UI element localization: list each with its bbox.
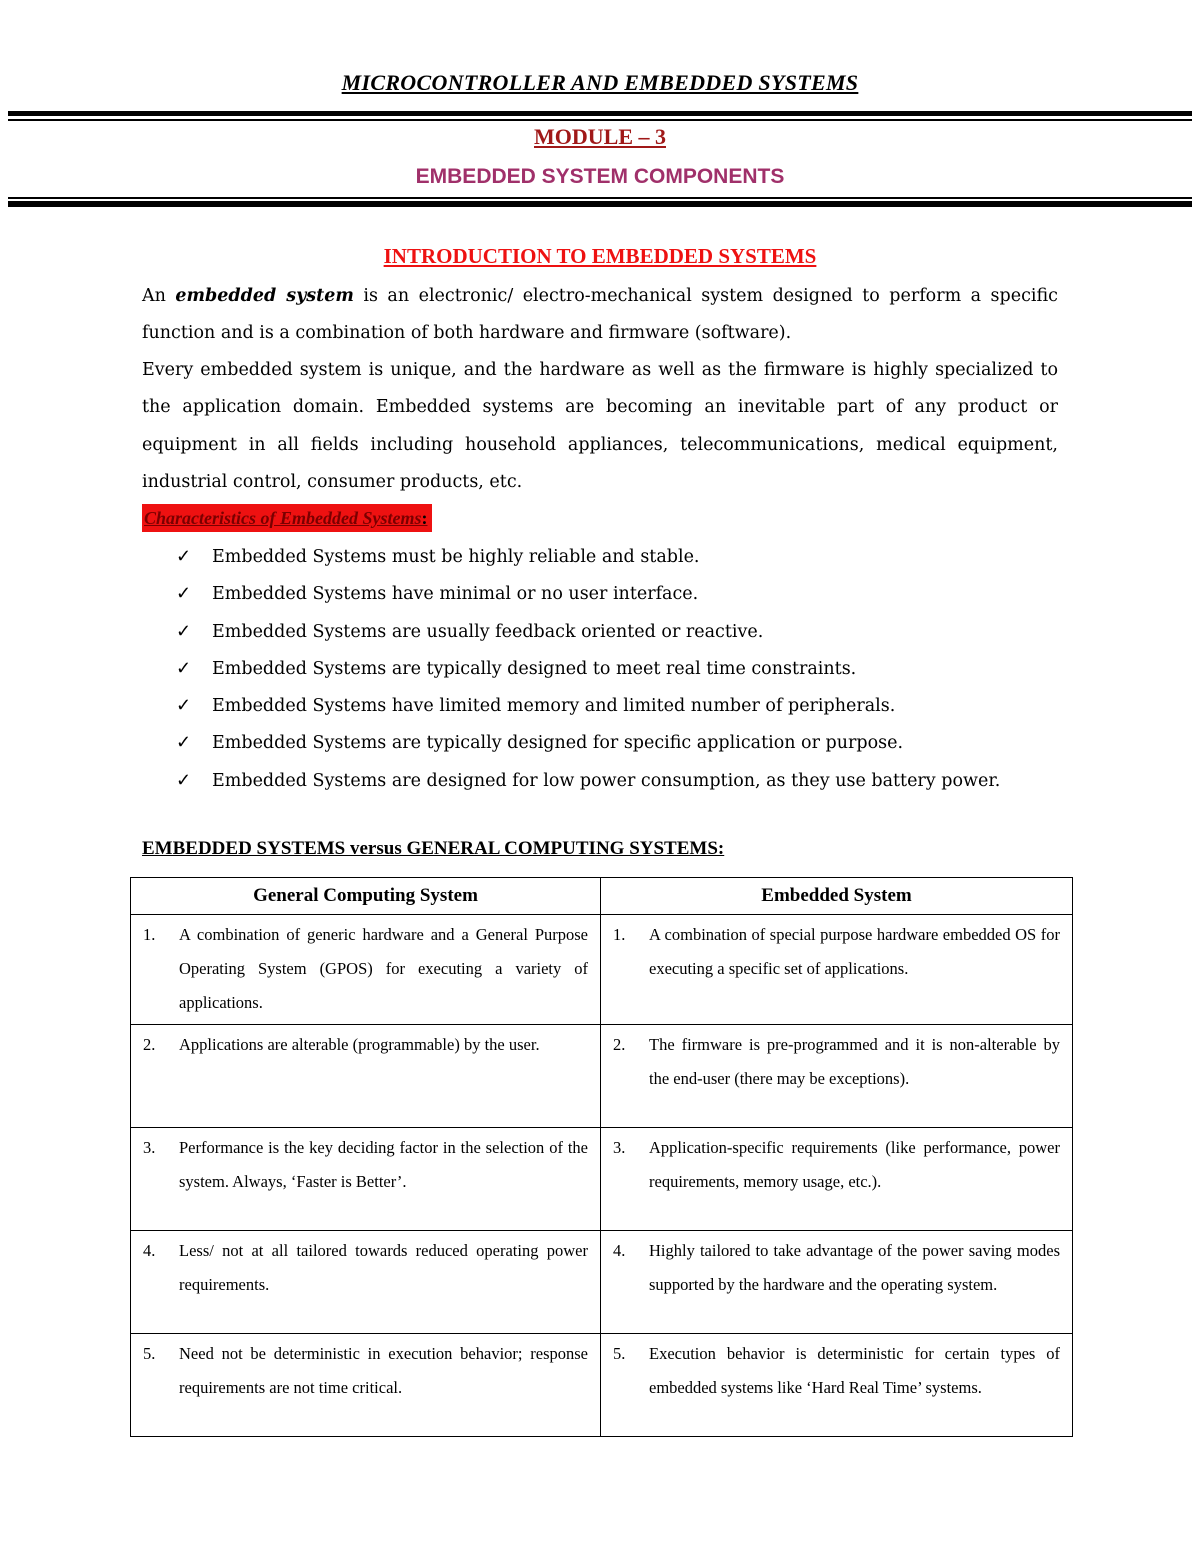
module-rule-thick: [8, 201, 1192, 207]
table-header-row: [131, 878, 1073, 915]
intro-prefix: An: [142, 286, 166, 306]
embedded-cell: [601, 1025, 1073, 1128]
table-row: [131, 1025, 1073, 1128]
list-item: [176, 538, 1000, 575]
characteristics-colon: :: [421, 508, 428, 528]
row-number: 4.: [613, 1241, 626, 1260]
introduction-paragraph-2: Every embedded system is unique, and the hardware as well as the firmware is highly specialized to the application domain. Embedded systems are becoming an inevitable part of any product or equipment in all fields including household appliances, telecommunications, medical equipment, industrial control, consumer products, etc.: [142, 360, 1058, 492]
cell-text: The firmware is pre-programmed and it is non-alterable by the end-user (there may be exceptions).: [649, 1035, 1060, 1088]
intro-definition: is an electronic/ electro-mechanical system designed to perform a specific function and is a combination of both hardware and firmware (software).: [142, 286, 1058, 344]
general-cell: [131, 1231, 601, 1334]
general-cell: [131, 915, 601, 1025]
table-row: [131, 1231, 1073, 1334]
embedded-cell: [601, 1128, 1073, 1231]
checkmark-icon: ✓: [176, 620, 192, 642]
list-item-text: Embedded Systems have minimal or no user interface.: [212, 584, 699, 605]
checkmark-icon: ✓: [176, 695, 192, 717]
general-cell: [131, 1025, 601, 1128]
row-number: 5.: [613, 1344, 626, 1363]
row-number: 2.: [143, 1035, 156, 1054]
list-item-text: Embedded Systems are usually feedback oriented or reactive.: [212, 621, 764, 642]
list-item: [176, 650, 1000, 687]
checkmark-icon: ✓: [176, 546, 192, 567]
list-item-text: Embedded Systems are typically designed for specific application or purpose.: [212, 733, 904, 754]
list-item-text: Embedded Systems have limited memory and limited number of peripherals.: [212, 696, 896, 717]
row-number: 5.: [143, 1344, 156, 1363]
row-number: 3.: [613, 1138, 626, 1157]
cell-text: Application-specific requirements (like performance, power requirements, memory usage, etc.).: [649, 1138, 1060, 1191]
intro-term: embedded system: [175, 286, 354, 306]
row-number: 2.: [613, 1035, 626, 1054]
module-label: MODULE – 3: [534, 124, 666, 149]
embedded-cell: [601, 915, 1073, 1025]
cell-text: Execution behavior is deterministic for certain types of embedded systems like ‘Hard Real Time’ systems.: [649, 1344, 1060, 1397]
introduction-heading: INTRODUCTION TO EMBEDDED SYSTEMS: [383, 244, 817, 268]
column-header-embedded: Embedded System: [601, 878, 1073, 915]
list-item: [176, 613, 1000, 650]
list-item-text: Embedded Systems are designed for low power consumption, as they use battery power.: [212, 770, 1001, 791]
general-cell: [131, 1334, 601, 1437]
table-row: [131, 1128, 1073, 1231]
general-cell: [131, 1128, 601, 1231]
cell-text: A combination of special purpose hardware embedded OS for executing a specific set of applications.: [649, 925, 1060, 978]
checkmark-icon: ✓: [176, 583, 192, 605]
cell-text: Highly tailored to take advantage of the power saving modes supported by the hardware and the operating system.: [649, 1241, 1060, 1294]
checkmark-icon: ✓: [176, 732, 192, 754]
list-item: [176, 762, 1000, 799]
header-rule-thin: [8, 119, 1192, 121]
checkmark-icon: ✓: [176, 657, 192, 679]
list-item-text: Embedded Systems must be highly reliable and stable.: [212, 547, 700, 567]
cell-text: Performance is the key deciding factor in the selection of the system. Always, ‘Faster is Better’.: [179, 1138, 588, 1191]
characteristics-heading-text: Characteristics of Embedded Systems: [144, 508, 422, 528]
row-number: 3.: [143, 1138, 156, 1157]
row-number: 1.: [143, 925, 156, 944]
characteristics-heading: [142, 504, 432, 532]
course-title: MICROCONTROLLER AND EMBEDDED SYSTEMS: [341, 70, 859, 95]
module-title: EMBEDDED SYSTEM COMPONENTS: [415, 165, 785, 188]
characteristics-list: [176, 538, 1000, 799]
table-row: [131, 1334, 1073, 1437]
cell-text: A combination of generic hardware and a General Purpose Operating System (GPOS) for executing a variety of applications.: [179, 925, 588, 1012]
row-number: 1.: [613, 925, 626, 944]
list-item: [176, 575, 1000, 612]
table-row: [131, 915, 1073, 1025]
list-item-text: Embedded Systems are typically designed to meet real time constraints.: [212, 658, 857, 679]
cell-text: Applications are alterable (programmable) by the user.: [179, 1035, 540, 1054]
list-item: [176, 687, 1000, 724]
module-rule-thin: [8, 197, 1192, 199]
column-header-general: General Computing System: [131, 878, 601, 915]
cell-text: Less/ not at all tailored towards reduced operating power requirements.: [179, 1241, 588, 1294]
cell-text: Need not be deterministic in execution behavior; response requirements are not time critical.: [179, 1344, 588, 1397]
row-number: 4.: [143, 1241, 156, 1260]
list-item: [176, 724, 1000, 761]
comparison-table: [130, 877, 1073, 1437]
introduction-paragraph-1: [142, 278, 1058, 353]
header-rule-thick: [8, 111, 1192, 116]
embedded-cell: [601, 1334, 1073, 1437]
checkmark-icon: ✓: [176, 769, 192, 791]
embedded-cell: [601, 1231, 1073, 1334]
comparison-heading: EMBEDDED SYSTEMS versus GENERAL COMPUTING SYSTEMS:: [142, 838, 725, 859]
